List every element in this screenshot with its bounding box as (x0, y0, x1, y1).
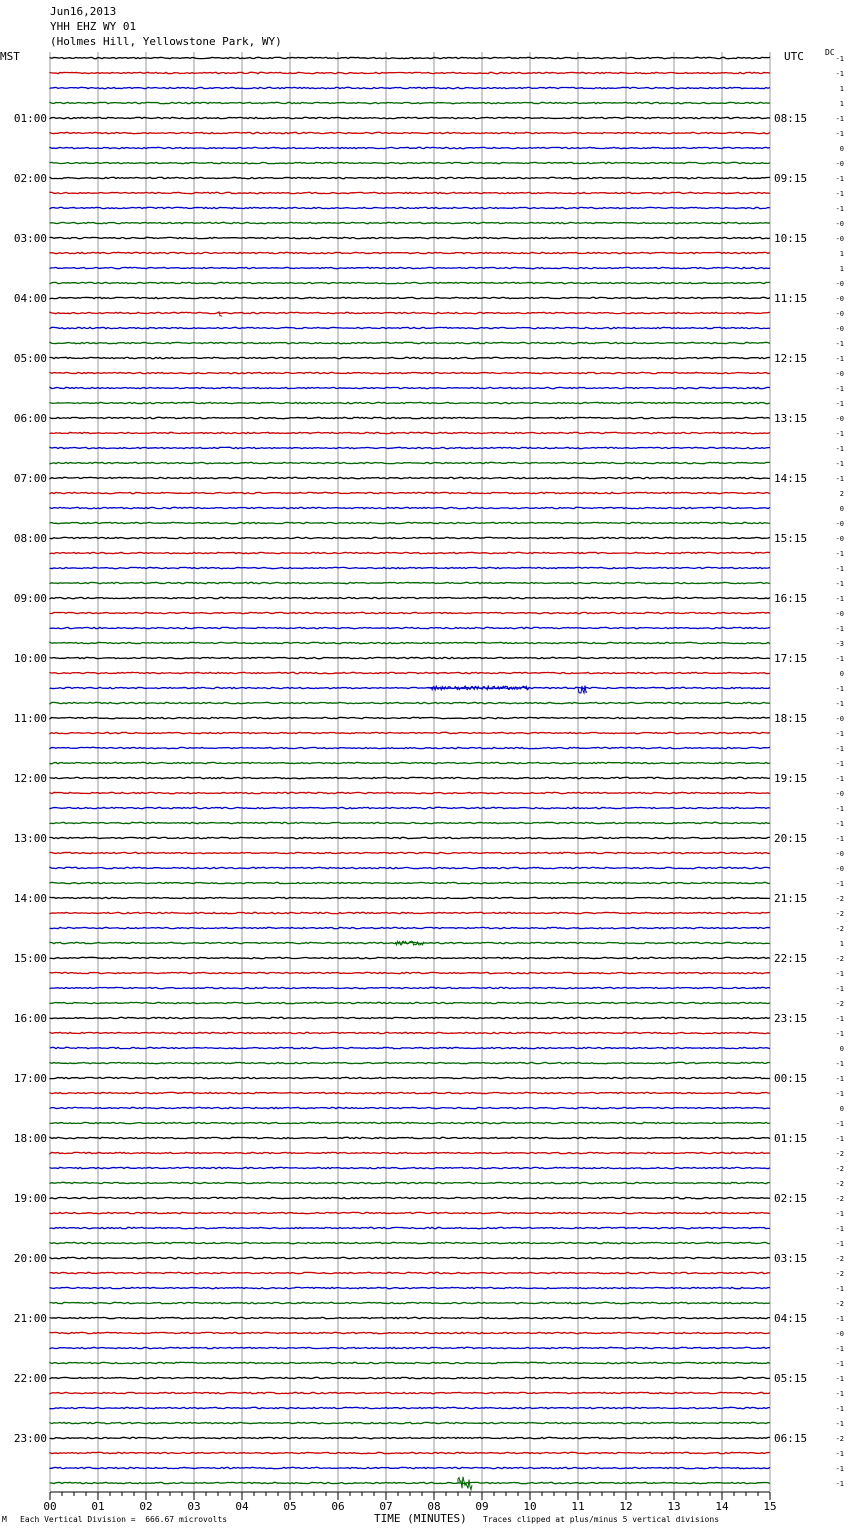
dc-offset-label: 1 (839, 85, 844, 93)
dc-offset-label: -1 (835, 460, 844, 468)
dc-offset-label: -1 (835, 595, 844, 603)
mst-time-label: 19:00 (13, 1192, 47, 1205)
dc-offset-label: -0 (835, 280, 844, 288)
mst-time-label: 15:00 (13, 952, 47, 965)
dc-offset-label: -1 (835, 625, 844, 633)
utc-time-label: 23:15 (774, 1012, 808, 1025)
right-axis-title: UTC (784, 50, 804, 63)
trace-line (50, 657, 770, 658)
dc-offset-label: -0 (835, 415, 844, 423)
trace-line (50, 1302, 770, 1303)
mst-time-label: 20:00 (13, 1252, 47, 1265)
trace-line (50, 1272, 770, 1273)
mst-time-label: 23:00 (13, 1432, 47, 1445)
scale-note: Each Vertical Division = 666.67 microvolts (20, 1515, 228, 1524)
dc-offset-label: -2 (835, 1000, 844, 1008)
dc-offset-label: 1 (839, 250, 844, 258)
dc-offset-label: 0 (839, 1105, 844, 1113)
trace-line (50, 267, 770, 268)
dc-offset-label: -1 (835, 355, 844, 363)
dc-offset-label: -1 (835, 1075, 844, 1083)
x-tick-label: 15 (763, 1500, 777, 1513)
dc-offset-label: -1 (835, 730, 844, 738)
dc-offset-label: -2 (835, 910, 844, 918)
mst-time-label: 04:00 (13, 292, 47, 305)
dc-offset-label: 0 (839, 670, 844, 678)
dc-offset-label: -1 (835, 1375, 844, 1383)
dc-offset-label: -0 (835, 310, 844, 318)
dc-offset-label: -1 (835, 1135, 844, 1143)
dc-offset-label: -1 (835, 1090, 844, 1098)
trace-line (50, 717, 770, 718)
dc-offset-label: -1 (835, 580, 844, 588)
utc-time-label: 08:15 (774, 112, 808, 125)
mst-time-label: 18:00 (13, 1132, 47, 1145)
dc-offset-label: -1 (835, 1480, 844, 1488)
utc-time-label: 21:15 (774, 892, 808, 905)
utc-time-label: 14:15 (774, 472, 808, 485)
mst-time-label: 12:00 (13, 772, 47, 785)
trace-line (50, 102, 770, 103)
dc-offset-label: 1 (839, 265, 844, 273)
trace-line (50, 747, 770, 748)
trace-line (50, 1257, 770, 1258)
dc-offset-label: -1 (835, 1030, 844, 1038)
utc-time-label: 05:15 (774, 1372, 808, 1385)
trace-line (50, 1347, 770, 1348)
trace-line (50, 1137, 770, 1138)
mst-time-label: 05:00 (13, 352, 47, 365)
trace-line (50, 522, 770, 523)
mst-time-label: 17:00 (13, 1072, 47, 1085)
trace-line (50, 72, 770, 73)
x-tick-label: 07 (379, 1500, 393, 1513)
trace-line (50, 957, 770, 958)
dc-offset-label: -2 (835, 1150, 844, 1158)
trace-line (50, 762, 770, 763)
dc-offset-label: -1 (835, 985, 844, 993)
dc-offset-label: -2 (835, 1195, 844, 1203)
trace-line (50, 1362, 770, 1363)
trace-line (50, 552, 770, 553)
trace-line (50, 237, 770, 238)
dc-offset-label: -0 (835, 790, 844, 798)
header-station: YHH EHZ WY 01 (50, 20, 137, 33)
trace-line (50, 852, 770, 853)
x-tick-label: 05 (283, 1500, 297, 1513)
dc-offset-label: -1 (835, 700, 844, 708)
trace-line (50, 1377, 770, 1378)
mst-time-label: 01:00 (13, 112, 47, 125)
trace-line (50, 147, 770, 148)
x-tick-label: 14 (715, 1500, 729, 1513)
dc-title: DC (825, 48, 835, 57)
trace-line (50, 1227, 770, 1228)
trace-line (50, 417, 770, 418)
mst-time-label: 11:00 (13, 712, 47, 725)
dc-offset-label: -1 (835, 430, 844, 438)
dc-offset-label: -0 (835, 235, 844, 243)
header-location: (Holmes Hill, Yellowstone Park, WY) (50, 35, 282, 48)
dc-offset-label: -2 (835, 1300, 844, 1308)
x-tick-label: 04 (235, 1500, 249, 1513)
dc-offset-label: -1 (835, 685, 844, 693)
utc-time-label: 06:15 (774, 1432, 808, 1445)
dc-offset-label: -1 (835, 880, 844, 888)
trace-line (50, 582, 770, 583)
dc-offset-label: -1 (835, 1210, 844, 1218)
trace-line (50, 1422, 770, 1423)
trace-line (50, 1242, 770, 1243)
trace-line (50, 1467, 770, 1468)
dc-offset-label: -0 (835, 610, 844, 618)
dc-offset-label: -1 (835, 115, 844, 123)
x-tick-label: 00 (43, 1500, 57, 1513)
utc-time-label: 02:15 (774, 1192, 808, 1205)
dc-offset-label: -1 (835, 445, 844, 453)
trace-line (50, 1407, 770, 1408)
dc-offset-label: -2 (835, 1255, 844, 1263)
x-axis-label: TIME (MINUTES) (374, 1512, 467, 1525)
header-date: Jun16,2013 (50, 5, 117, 18)
utc-time-label: 11:15 (774, 292, 808, 305)
x-tick-label: 10 (523, 1500, 537, 1513)
mst-time-label: 16:00 (13, 1012, 47, 1025)
trace-line (50, 252, 770, 253)
trace-line (50, 1047, 770, 1048)
trace-line (50, 387, 770, 388)
x-tick-label: 08 (427, 1500, 441, 1513)
dc-offset-label: 1 (839, 940, 844, 948)
trace-line (50, 1167, 770, 1168)
trace-line (50, 972, 770, 973)
x-tick-label: 13 (667, 1500, 681, 1513)
utc-time-label: 09:15 (774, 172, 808, 185)
trace-line (50, 342, 770, 343)
trace-line (50, 927, 770, 928)
trace-line (50, 1062, 770, 1063)
dc-offset-label: -0 (835, 850, 844, 858)
corner-mark: M (2, 1515, 7, 1524)
trace-line (50, 1077, 770, 1078)
trace-line (50, 1122, 770, 1123)
trace-line (50, 1392, 770, 1393)
trace-line (50, 297, 770, 298)
dc-offset-label: -1 (835, 1060, 844, 1068)
trace-line (50, 777, 770, 778)
dc-offset-label: -2 (835, 955, 844, 963)
utc-time-label: 20:15 (774, 832, 808, 845)
trace-line (50, 792, 770, 793)
trace-line (50, 1317, 770, 1318)
dc-offset-label: 1 (839, 100, 844, 108)
dc-offset-label: -0 (835, 1330, 844, 1338)
trace-line (50, 1152, 770, 1153)
dc-offset-label: -1 (835, 1420, 844, 1428)
dc-offset-label: -0 (835, 865, 844, 873)
dc-offset-label: -0 (835, 325, 844, 333)
dc-offset-label: -1 (835, 205, 844, 213)
dc-offset-label: -1 (835, 1015, 844, 1023)
dc-offset-label: -1 (835, 1390, 844, 1398)
trace-line (50, 732, 770, 733)
mst-time-label: 07:00 (13, 472, 47, 485)
dc-offset-label: -0 (835, 535, 844, 543)
dc-offset-label: -1 (835, 130, 844, 138)
trace-line (50, 372, 770, 373)
utc-time-label: 22:15 (774, 952, 808, 965)
trace-line (50, 897, 770, 898)
trace-line (50, 1032, 770, 1033)
trace-line (50, 537, 770, 538)
trace-line (50, 402, 770, 403)
mst-time-label: 14:00 (13, 892, 47, 905)
dc-offset-label: -1 (835, 1360, 844, 1368)
trace-line (50, 207, 770, 208)
dc-offset-label: -1 (835, 1405, 844, 1413)
trace-line (50, 117, 770, 118)
left-axis-title: MST (0, 50, 20, 63)
trace-line (50, 672, 770, 673)
trace-line (50, 192, 770, 193)
x-tick-label: 03 (187, 1500, 201, 1513)
trace-line (50, 912, 770, 913)
dc-offset-label: 2 (839, 490, 844, 498)
utc-time-label: 13:15 (774, 412, 808, 425)
dc-offset-label: -0 (835, 715, 844, 723)
trace-line (50, 162, 770, 163)
dc-offset-label: -1 (835, 475, 844, 483)
trace-line (50, 1017, 770, 1018)
dc-offset-label: -1 (835, 565, 844, 573)
trace-line (50, 1107, 770, 1108)
x-tick-label: 01 (91, 1500, 105, 1513)
utc-time-label: 00:15 (774, 1072, 808, 1085)
dc-offset-label: -1 (835, 655, 844, 663)
utc-time-label: 15:15 (774, 532, 808, 545)
x-tick-label: 12 (619, 1500, 633, 1513)
trace-line (50, 1287, 770, 1288)
mst-time-label: 06:00 (13, 412, 47, 425)
utc-time-label: 10:15 (774, 232, 808, 245)
dc-offset-label: -1 (835, 190, 844, 198)
utc-time-label: 17:15 (774, 652, 808, 665)
dc-offset-label: -0 (835, 370, 844, 378)
x-tick-label: 02 (139, 1500, 153, 1513)
mst-time-label: 08:00 (13, 532, 47, 545)
trace-line (50, 612, 770, 613)
trace-line (50, 867, 770, 868)
trace-line (50, 822, 770, 823)
trace-line (50, 567, 770, 568)
mst-time-label: 02:00 (13, 172, 47, 185)
mst-time-label: 22:00 (13, 1372, 47, 1385)
trace-line (50, 57, 770, 58)
trace-line (50, 1332, 770, 1333)
dc-offset-label: -0 (835, 520, 844, 528)
dc-offset-label: -1 (835, 760, 844, 768)
utc-time-label: 03:15 (774, 1252, 808, 1265)
utc-time-label: 12:15 (774, 352, 808, 365)
dc-offset-label: -2 (835, 1180, 844, 1188)
dc-offset-label: -1 (835, 1450, 844, 1458)
dc-offset-label: -1 (835, 1225, 844, 1233)
utc-time-label: 16:15 (774, 592, 808, 605)
trace-line (50, 1197, 770, 1198)
trace-line (50, 1482, 770, 1483)
dc-offset-label: -1 (835, 1240, 844, 1248)
x-tick-label: 06 (331, 1500, 345, 1513)
trace-line (50, 177, 770, 178)
trace-line (50, 132, 770, 133)
dc-offset-label: -1 (835, 1465, 844, 1473)
dc-offset-label: -1 (835, 1120, 844, 1128)
trace-line (50, 327, 770, 328)
trace-line (50, 987, 770, 988)
dc-offset-label: -1 (835, 70, 844, 78)
event-waveform (578, 686, 587, 693)
dc-offset-label: -1 (835, 835, 844, 843)
utc-time-label: 04:15 (774, 1312, 808, 1325)
trace-line (50, 477, 770, 478)
dc-offset-label: -2 (835, 1270, 844, 1278)
dc-offset-label: -1 (835, 1315, 844, 1323)
dc-offset-label: -1 (835, 175, 844, 183)
trace-line (50, 357, 770, 358)
trace-line (50, 1452, 770, 1453)
trace-line (50, 942, 770, 943)
dc-offset-label: -1 (835, 775, 844, 783)
trace-line (50, 687, 770, 688)
dc-offset-label: -1 (835, 400, 844, 408)
trace-line (50, 702, 770, 703)
x-tick-label: 09 (475, 1500, 489, 1513)
trace-line (50, 1002, 770, 1003)
clip-note: Traces clipped at plus/minus 5 vertical divisions (483, 1515, 720, 1524)
mst-time-label: 03:00 (13, 232, 47, 245)
dc-offset-label: -2 (835, 1435, 844, 1443)
trace-line (50, 462, 770, 463)
mst-time-label: 10:00 (13, 652, 47, 665)
trace-line (50, 882, 770, 883)
dc-offset-label: -1 (835, 805, 844, 813)
trace-line (50, 507, 770, 508)
trace-line (50, 492, 770, 493)
trace-line (50, 432, 770, 433)
dc-offset-label: -0 (835, 295, 844, 303)
dc-offset-label: -2 (835, 1165, 844, 1173)
dc-offset-label: -1 (835, 385, 844, 393)
x-tick-label: 11 (571, 1500, 585, 1513)
dc-offset-label: -3 (835, 640, 844, 648)
mst-time-label: 09:00 (13, 592, 47, 605)
dc-offset-label: 0 (839, 1045, 844, 1053)
trace-line (50, 1182, 770, 1183)
trace-line (50, 282, 770, 283)
mst-time-label: 13:00 (13, 832, 47, 845)
dc-offset-label: 0 (839, 145, 844, 153)
dc-offset-label: 0 (839, 505, 844, 513)
trace-line (50, 1092, 770, 1093)
trace-line (50, 627, 770, 628)
dc-offset-label: -0 (835, 220, 844, 228)
trace-line (50, 222, 770, 223)
dc-offset-label: -1 (835, 1285, 844, 1293)
dc-offset-label: -1 (835, 55, 844, 63)
dc-offset-label: -1 (835, 550, 844, 558)
trace-line (50, 807, 770, 808)
trace-line (50, 597, 770, 598)
trace-line (50, 312, 770, 313)
trace-line (50, 642, 770, 643)
trace-line (50, 447, 770, 448)
dc-offset-label: -2 (835, 925, 844, 933)
dc-offset-label: -1 (835, 745, 844, 753)
dc-offset-label: -1 (835, 970, 844, 978)
trace-line (50, 1437, 770, 1438)
utc-time-label: 01:15 (774, 1132, 808, 1145)
trace-line (50, 87, 770, 88)
mst-time-label: 21:00 (13, 1312, 47, 1325)
dc-offset-label: -1 (835, 340, 844, 348)
utc-time-label: 19:15 (774, 772, 808, 785)
utc-time-label: 18:15 (774, 712, 808, 725)
dc-offset-label: -2 (835, 895, 844, 903)
trace-line (50, 837, 770, 838)
dc-offset-label: -1 (835, 820, 844, 828)
dc-offset-label: -0 (835, 160, 844, 168)
dc-offset-label: -1 (835, 1345, 844, 1353)
trace-line (50, 1212, 770, 1213)
